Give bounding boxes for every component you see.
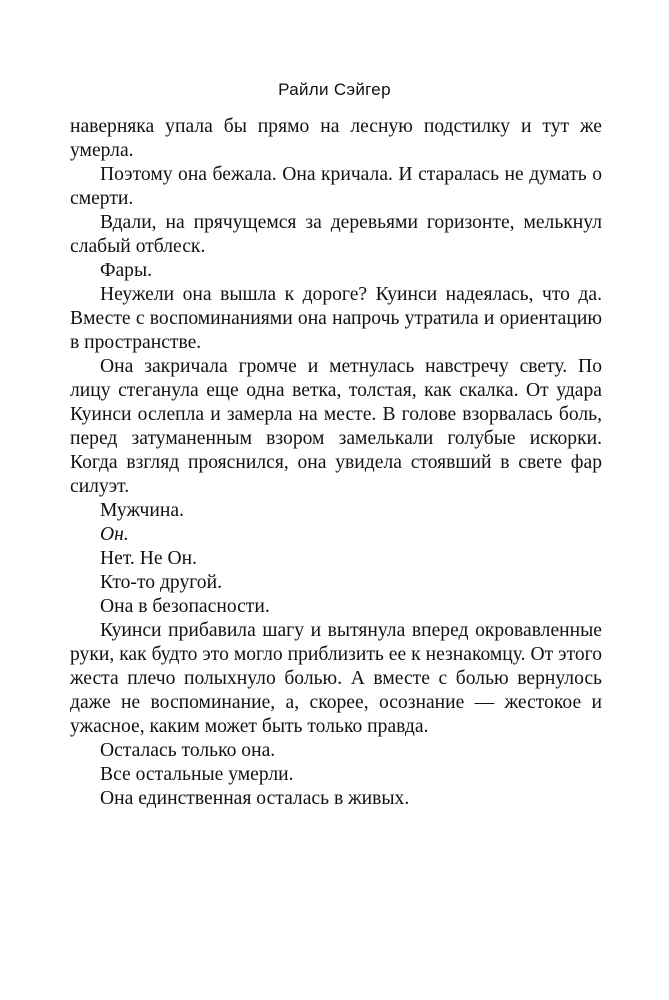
paragraph-3: Вдали, на прячущемся за деревьями горизонте, мелькнул слабый отблеск. [70,212,602,257]
paragraph-1: наверняка упала бы прямо на лесную подстилку и тут же умерла. [70,116,602,161]
paragraph-8: Он. [100,524,129,545]
paragraph-11: Она в безопасности. [100,596,270,617]
paragraph-15: Она единственная осталась в живых. [100,788,410,809]
paragraph-4: Фары. [100,260,153,281]
paragraph-10: Кто-то другой. [100,572,222,593]
paragraph-13: Осталась только она. [100,740,276,761]
paragraph-9: Нет. Не Он. [100,548,198,569]
paragraph-12: Куинси прибавила шагу и вытянула вперед окровавленные руки, как будто это могло приблизить ее к незнакомцу. От этого жеста плечо полыхнуло болью. А вместе с болью вернулось даже не воспоминание, а, скорее, осознание — жестокое и ужасное, каким может быть только правда. [70,620,602,737]
body-text [70,115,602,811]
running-head: Райли Сэйгер [278,80,391,99]
paragraph-7: Мужчина. [100,500,184,521]
paragraph-6: Она закричала громче и метнулась навстречу свету. По лицу стеганула еще одна ветка, толстая, как скалка. От удара Куинси ослепла и замерла на месте. В голове взорвалась боль, перед затуманенным взором замелькали голубые искорки. Когда взгляд прояснился, она увидела стоявший в свете фар силуэт. [70,356,602,497]
paragraph-14: Все остальные умерли. [100,764,294,785]
paragraph-5: Неужели она вышла к дороге? Куинси надеялась, что да. Вместе с воспоминаниями она напрочь утратила и ориентацию в пространстве. [70,284,602,353]
paragraph-2: Поэтому она бежала. Она кричала. И старалась не думать о смерти. [70,164,602,209]
